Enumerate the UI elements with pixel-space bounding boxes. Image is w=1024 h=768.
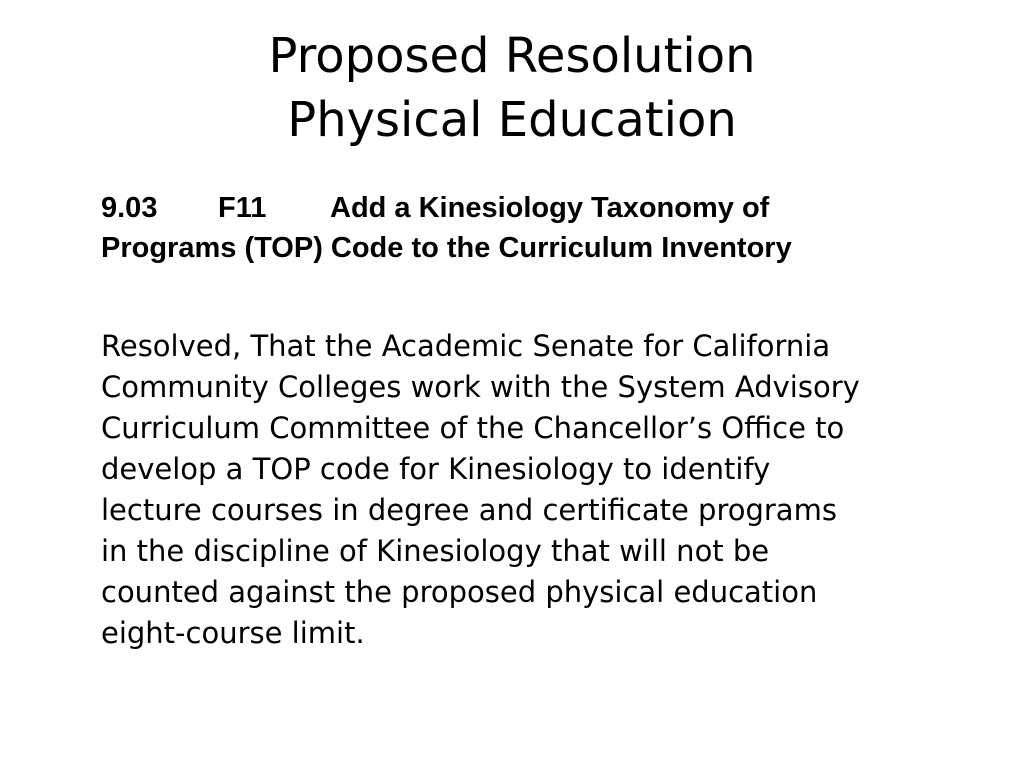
resolution-heading-line-1 — [101, 188, 981, 228]
body-line: Resolved, That the Academic Senate for California — [101, 329, 831, 363]
body-line: develop a TOP code for Kinesiology to identify — [101, 452, 771, 486]
title-line-1: Proposed Resolution — [268, 28, 756, 84]
body-line: lecture courses in degree and certificate programs — [101, 493, 837, 527]
resolution-title-part-1: Add a Kinesiology Taxonomy of — [330, 192, 770, 224]
resolution-code: F11 — [218, 192, 267, 224]
slide-title — [0, 24, 1024, 152]
resolution-heading — [101, 188, 981, 268]
title-line-2: Physical Education — [287, 92, 737, 148]
body-line: Community Colleges work with the System Advisory — [101, 370, 860, 404]
body-line: eight-course limit. — [101, 616, 365, 650]
body-line: counted against the proposed physical education — [101, 575, 818, 609]
body-line: Curriculum Committee of the Chancellor’s Office to — [101, 411, 845, 445]
body-line: in the discipline of Kinesiology that will not be — [101, 534, 770, 568]
resolution-body — [101, 326, 1001, 654]
resolution-number: 9.03 — [101, 192, 158, 224]
resolution-heading-line-2: Programs (TOP) Code to the Curriculum Inventory — [101, 232, 792, 264]
